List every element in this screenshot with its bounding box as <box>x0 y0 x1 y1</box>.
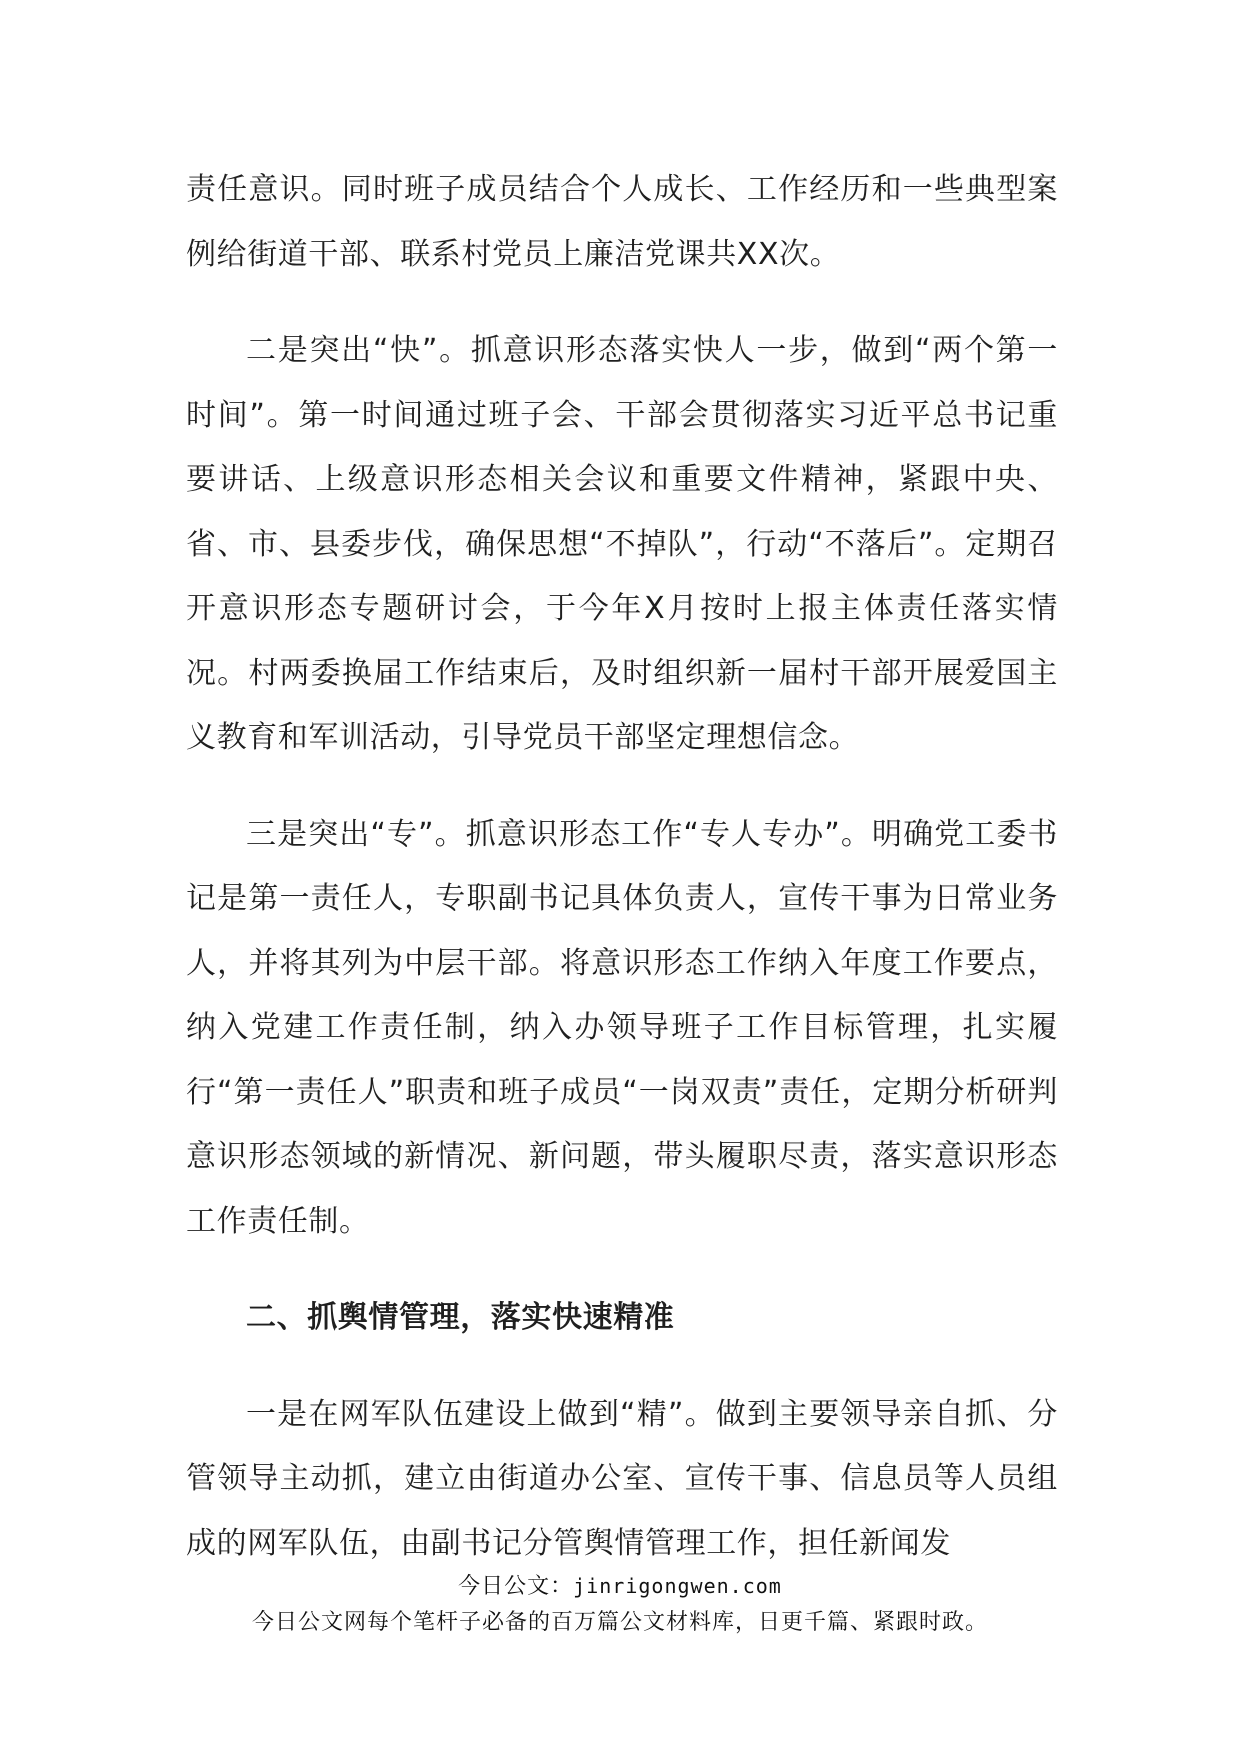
footer-tagline: 今日公文网每个笔杆子必备的百万篇公文材料库，日更千篇、紧跟时政。 <box>251 1610 988 1635</box>
section-heading: 二、抓舆情管理，落实快速精准 <box>246 1300 675 1335</box>
paragraph-continuation: 责任意识。同时班子成员结合个人成长、工作经历和一些典型案例给街道干部、联系村党员上廉洁党课共XX次。 <box>186 172 1058 272</box>
paragraph-second-point: 二是突出“快”。抓意识形态落实快人一步，做到“两个第一时间”。第一时间通过班子会、干部会贯彻落实习近平总书记重要讲话、上级意识形态相关会议和重要文件精神，紧跟中央、省、市、县委步伐，确保思想“不掉队”，行动“不落后”。定期召开意识形态专题研讨会，于今年X月按时上报主体责任落实情况。村两委换届工作结束后，及时组织新一届村干部开展爱国主义教育和军训活动，引导党员干部坚定理想信念。 <box>186 333 1058 755</box>
page-footer <box>0 1568 1240 1641</box>
footer-site-url[interactable]: jinrigongwen.com <box>573 1574 782 1598</box>
paragraph-network-team: 一是在网军队伍建设上做到“精”。做到主要领导亲自抓、分管领导主动抓，建立由街道办公室、宣传干事、信息员等人员组成的网军队伍，由副书记分管舆情管理工作，担任新闻发 <box>186 1396 1058 1561</box>
footer-site-label: 今日公文： <box>458 1574 574 1599</box>
document-body <box>186 158 1058 1608</box>
paragraph-third-point: 三是突出“专”。抓意识形态工作“专人专办”。明确党工委书记是第一责任人，专职副书记具体负责人，宣传干事为日常业务人，并将其列为中层干部。将意识形态工作纳入年度工作要点，纳入党建工作责任制，纳入办领导班子工作目标管理，扎实履行“第一责任人”职责和班子成员“一岗双责”责任，定期分析研判意识形态领域的新情况、新问题，带头履职尽责，落实意识形态工作责任制。 <box>186 816 1058 1239</box>
footer-site-line <box>0 1568 1240 1605</box>
